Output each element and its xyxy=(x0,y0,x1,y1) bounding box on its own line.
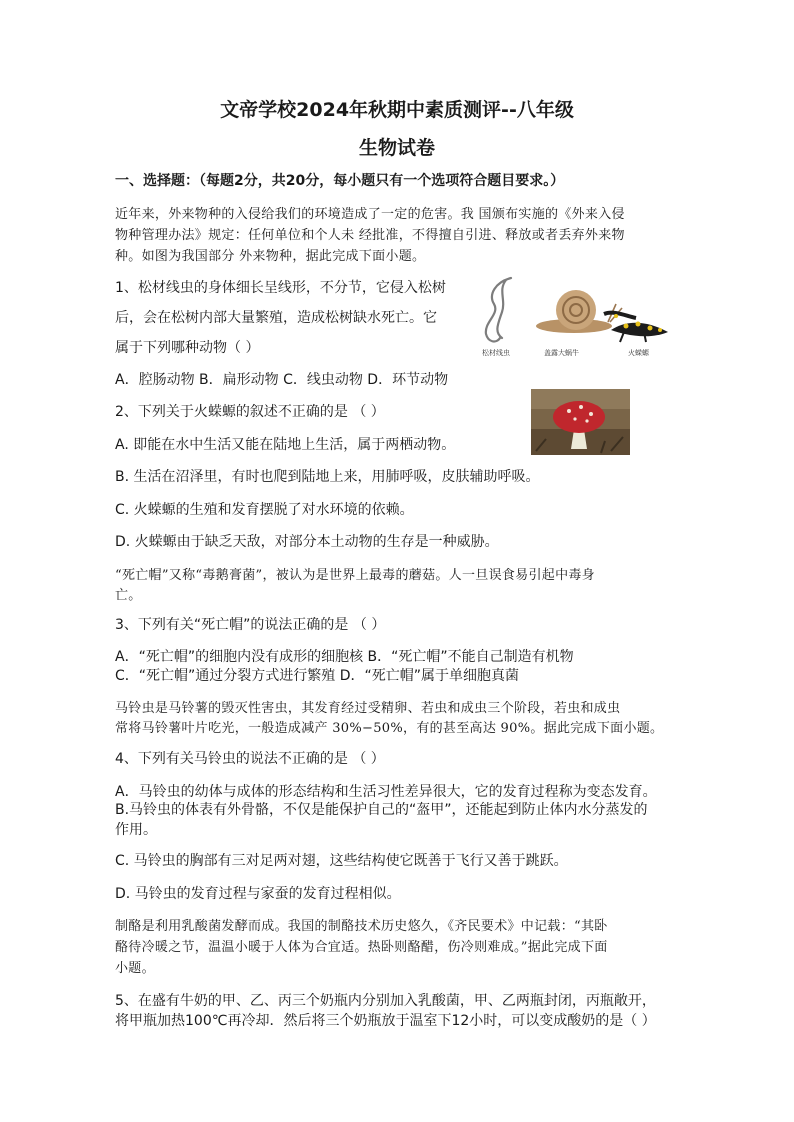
q2-option-d: D. 火蝾螈由于缺乏天敌，对部分本土动物的生存是一种威胁。 xyxy=(115,534,499,550)
q4-option-c: C. 马铃虫的胸部有三对足两对翅，这些结构使它既善于飞行又善于跳跃。 xyxy=(115,853,568,869)
exam-subtitle: 生物试卷 xyxy=(358,137,435,159)
q5-stem-line1: 5、在盛有牛奶的甲、乙、丙三个奶瓶内分别加入乳酸菌，甲、乙两瓶封闭，丙瓶敞开， xyxy=(115,993,656,1009)
q3-options-cd: C．“死亡帽”通过分裂方式进行繁殖 D．“死亡帽”属于单细胞真菌 xyxy=(115,668,520,684)
passage1-line3: 种。如图为我国部分 外来物种，据此完成下面小题。 xyxy=(115,249,426,264)
q4-option-a: A．马铃虫的幼体与成体的形态结构和生活习性差异很大，它的发育过程称为变态发育。 xyxy=(115,784,657,800)
q1-stem-line3: 属于下列哪种动物（ ） xyxy=(115,340,260,356)
q3-stem: 3、下列有关“死亡帽”的说法正确的是 （ ） xyxy=(115,617,386,633)
passage4-line2: 酪待冷暖之节，温温小暖于人体为合宜适。热卧则酪醋，伤冷则难成。”据此完成下面 xyxy=(115,940,608,955)
nematode-icon xyxy=(486,278,511,341)
exam-title: 文帝学校2024年秋期中素质测评--八年级 xyxy=(220,99,574,121)
q1-stem-line1: 1、松材线虫的身体细长呈线形，不分节，它侵入松树 xyxy=(115,280,446,296)
passage1-line1: 近年来，外来物种的入侵给我们的环境造成了一定的危害。我 国颁布实施的《外来入侵 xyxy=(115,207,625,222)
q2-option-c: C. 火蝾螈的生殖和发育摆脱了对水环境的依赖。 xyxy=(115,502,414,518)
q4-option-b-line2: 作用。 xyxy=(115,822,157,838)
q5-stem-line2: 将甲瓶加热100℃再冷却．然后将三个奶瓶放于温室下12小时，可以变成酸奶的是（ ） xyxy=(115,1013,656,1029)
q2-option-b: B. 生活在沼泽里，有时也爬到陆地上来，用肺呼吸，皮肤辅助呼吸。 xyxy=(115,469,540,485)
passage4-line3: 小题。 xyxy=(115,961,155,976)
invasive-species-figure xyxy=(476,272,676,362)
passage4-line1: 制酪是利用乳酸菌发酵而成。我国的制酪技术历史悠久，《齐民要术》中记载：“其卧 xyxy=(115,919,608,934)
q2-stem: 2、下列关于火蝾螈的叙述不正确的是 （ ） xyxy=(115,404,385,420)
q3-options-ab: A．“死亡帽”的细胞内没有成形的细胞核 B．“死亡帽”不能自己制造有机物 xyxy=(115,649,574,665)
q4-option-d: D. 马铃虫的发育过程与家蚕的发育过程相似。 xyxy=(115,886,401,902)
fig-label-nematode: 松材线虫 xyxy=(482,349,510,357)
passage2-line1: “死亡帽”又称“毒鹅膏菌”，被认为是世界上最毒的蘑菇。人一旦误食易引起中毒身 xyxy=(115,568,595,583)
q1-stem-line2: 后，会在松树内部大量繁殖，造成松树缺水死亡。它 xyxy=(115,310,437,326)
q2-option-a: A. 即能在水中生活又能在陆地上生活，属于两栖动物。 xyxy=(115,437,456,453)
q4-option-b-line1: B.马铃虫的体表有外骨骼，不仅是能保护自己的“盔甲”，还能起到防止体内水分蒸发的 xyxy=(115,802,648,818)
q4-stem: 4、下列有关马铃虫的说法不正确的是 （ ） xyxy=(115,751,385,767)
passage3-line1: 马铃虫是马铃薯的毁灭性害虫，其发育经过受精卵、若虫和成虫三个阶段，若虫和成虫 xyxy=(115,701,621,716)
passage1-line2: 物种管理办法》规定：任何单位和个人未 经批准，不得擅自引进、释放或者丢弃外来物 xyxy=(115,228,625,243)
fig-label-snail: 盖露大蜗牛 xyxy=(544,349,579,357)
q1-options: A．腔肠动物 B．扁形动物 C．线虫动物 D．环节动物 xyxy=(115,372,449,388)
passage2-line2: 亡。 xyxy=(115,588,142,603)
passage3-line2: 常将马铃薯叶片吃光，一般造成减产 30%−50%，有的甚至高达 90%。据此完成下面小题。 xyxy=(115,721,664,736)
fig-label-salamander: 火蝾螈 xyxy=(628,349,649,357)
section-heading: 一、选择题：（每题2分，共20分，每小题只有一个选项符合题目要求。） xyxy=(115,173,565,189)
